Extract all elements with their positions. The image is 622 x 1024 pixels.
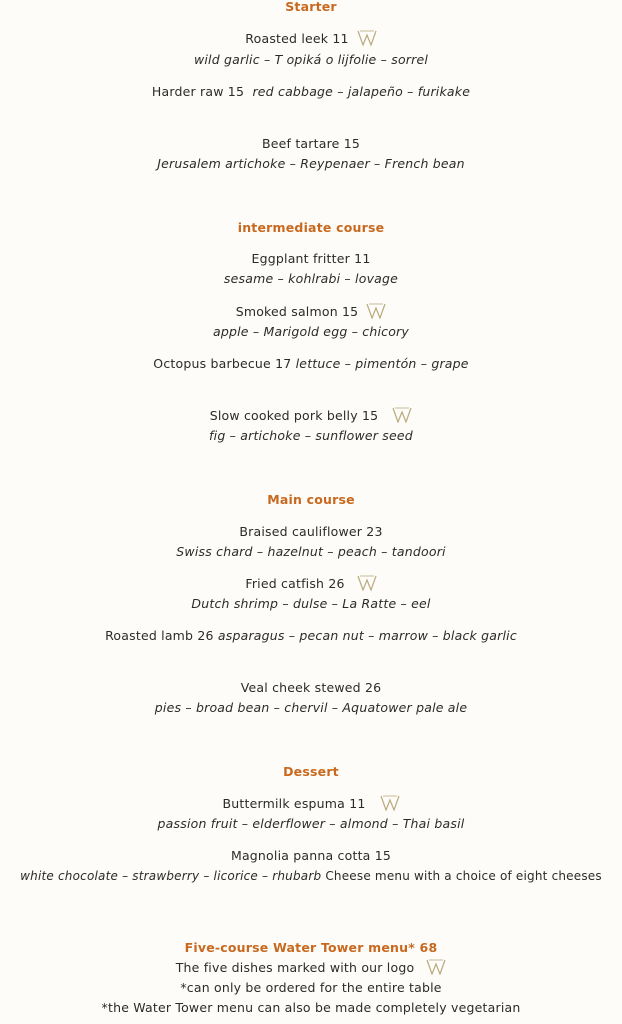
tasting-menu-note: *can only be ordered for the entire table bbox=[180, 980, 442, 995]
dish-description: Jerusalem artichoke – Reypenaer – French bean bbox=[157, 156, 465, 171]
section-heading-intermediate: intermediate course bbox=[237, 220, 385, 235]
section-heading-starter: Starter bbox=[285, 0, 337, 14]
dish-line bbox=[0, 355, 622, 373]
water-tower-logo-icon bbox=[380, 795, 400, 811]
section-heading-dessert: Dessert bbox=[283, 764, 339, 779]
dish-description: passion fruit – elderflower – almond – Thai basil bbox=[157, 816, 465, 831]
tasting-menu-note: *the Water Tower menu can also be made completely vegetarian bbox=[101, 1000, 521, 1015]
dish-description: wild garlic – T opiká o lijfolie – sorrel bbox=[193, 52, 429, 67]
dish-description: white chocolate – strawberry – licorice – rhubarb bbox=[20, 869, 322, 883]
dish-description: lettuce – pimentón – grape bbox=[295, 356, 469, 371]
dish-description: Swiss chard – hazelnut – peach – tandoori bbox=[176, 544, 446, 559]
dish-description: Dutch shrimp – dulse – La Ratte – eel bbox=[191, 596, 431, 611]
dish-name: Slow cooked pork belly 15 bbox=[0, 407, 622, 425]
tasting-menu-line: The five dishes marked with our logo bbox=[0, 959, 622, 977]
water-tower-logo-icon bbox=[426, 959, 446, 975]
cheese-menu-note: Cheese menu with a choice of eight cheeses bbox=[325, 869, 602, 883]
dish-name: Braised cauliflower 23 bbox=[239, 524, 383, 539]
water-tower-logo-icon bbox=[357, 30, 377, 46]
dish-line bbox=[0, 867, 622, 885]
section-heading-main: Main course bbox=[267, 492, 355, 507]
dish-name: Harder raw 15 bbox=[151, 84, 245, 99]
dish-name: Magnolia panna cotta 15 bbox=[230, 848, 392, 863]
water-tower-logo-icon bbox=[392, 407, 412, 423]
dish-description: red cabbage – jalapeño – furikake bbox=[252, 84, 471, 99]
dish-name: Smoked salmon 15 bbox=[0, 303, 622, 321]
dish-description: sesame – kohlrabi – lovage bbox=[223, 271, 399, 286]
dish-line bbox=[0, 627, 622, 645]
dish-name: Buttermilk espuma 11 bbox=[0, 795, 622, 813]
dish-description: fig – artichoke – sunflower seed bbox=[209, 428, 413, 443]
dish-name: Beef tartare 15 bbox=[261, 136, 361, 151]
dish-name: Fried catfish 26 bbox=[0, 575, 622, 593]
dish-name: Eggplant fritter 11 bbox=[251, 251, 371, 266]
water-tower-logo-icon bbox=[357, 575, 377, 591]
tasting-menu-heading: Five-course Water Tower menu* 68 bbox=[184, 940, 438, 955]
water-tower-logo-icon bbox=[366, 303, 386, 319]
dish-name: Roasted leek 11 bbox=[0, 30, 622, 48]
dish-description: apple – Marigold egg – chicory bbox=[213, 324, 409, 339]
dish-description: pies – broad bean – chervil – Aquatower pale ale bbox=[154, 700, 468, 715]
dish-line bbox=[0, 83, 622, 101]
dish-description: asparagus – pecan nut – marrow – black garlic bbox=[217, 628, 517, 643]
dish-name: Roasted lamb 26 bbox=[105, 628, 214, 643]
dish-name: Veal cheek stewed 26 bbox=[240, 680, 382, 695]
dish-name: Octopus barbecue 17 bbox=[153, 356, 292, 371]
